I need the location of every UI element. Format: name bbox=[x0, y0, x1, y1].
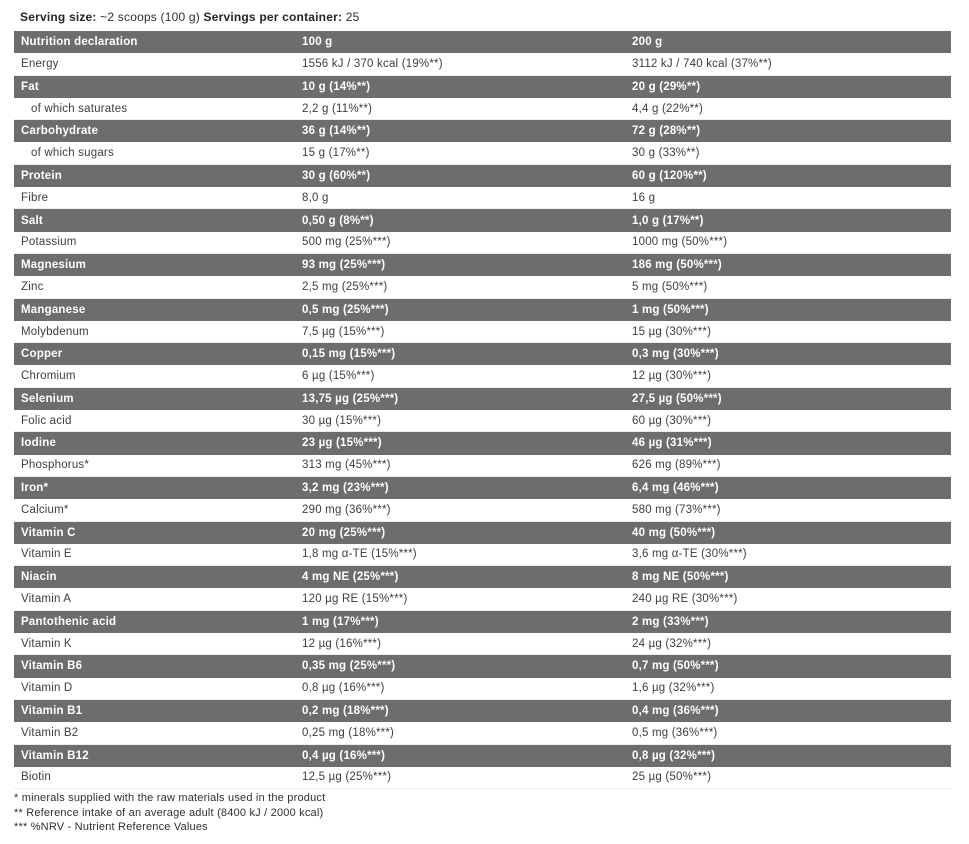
value-100g-cell: 7,5 µg (15%***) bbox=[302, 325, 385, 338]
nutrient-name-cell: Protein bbox=[21, 169, 63, 182]
value-200g-cell: 0,5 mg (36%***) bbox=[632, 726, 718, 739]
value-100g-cell: 0,8 µg (16%***) bbox=[302, 682, 385, 695]
nutrient-name-cell: Chromium bbox=[21, 370, 76, 383]
nutrient-name-cell: Calcium* bbox=[21, 503, 69, 516]
nutrient-name-cell: Zinc bbox=[21, 280, 44, 293]
value-100g-cell: 30 g (60%**) bbox=[302, 169, 371, 182]
value-200g-cell: 16 g bbox=[632, 191, 656, 204]
value-200g-cell: 20 g (29%**) bbox=[632, 80, 701, 93]
nutrient-name-cell: Vitamin A bbox=[21, 593, 72, 606]
value-100g-cell: 1 mg (17%***) bbox=[302, 615, 379, 628]
footnote-reference-intake: ** Reference intake of an average adult (8400 kJ / 2000 kcal) bbox=[14, 806, 324, 819]
nutrient-name-cell: Iodine bbox=[21, 437, 57, 450]
table-row bbox=[14, 410, 951, 432]
value-200g-cell: 1 mg (50%***) bbox=[632, 303, 709, 316]
table-row bbox=[14, 722, 951, 744]
table-row bbox=[14, 209, 951, 231]
header-nutrition-declaration: Nutrition declaration bbox=[21, 36, 138, 49]
value-100g-cell: 12 µg (16%***) bbox=[302, 637, 382, 650]
value-200g-cell: 46 µg (31%***) bbox=[632, 437, 712, 450]
nutrient-name-cell: Iron* bbox=[21, 482, 49, 495]
table-row bbox=[14, 321, 951, 343]
value-200g-cell: 12 µg (30%***) bbox=[632, 370, 712, 383]
table-row bbox=[14, 655, 951, 677]
value-100g-cell: 15 g (17%**) bbox=[302, 147, 370, 160]
table-row bbox=[14, 767, 951, 789]
value-100g-cell: 0,35 mg (25%***) bbox=[302, 660, 396, 673]
value-100g-cell: 0,2 mg (18%***) bbox=[302, 705, 389, 718]
table-row bbox=[14, 745, 951, 767]
nutrient-name-cell: Vitamin B6 bbox=[21, 660, 83, 673]
value-100g-cell: 290 mg (36%***) bbox=[302, 503, 391, 516]
nutrition-table bbox=[14, 31, 951, 789]
table-row bbox=[14, 522, 951, 544]
nutrient-name-cell: Carbohydrate bbox=[21, 125, 99, 138]
value-100g-cell: 13,75 µg (25%***) bbox=[302, 392, 399, 405]
table-row bbox=[14, 343, 951, 365]
value-200g-cell: 186 mg (50%***) bbox=[632, 259, 722, 272]
table-row bbox=[14, 544, 951, 566]
value-100g-cell: 0,15 mg (15%***) bbox=[302, 348, 396, 361]
table-row bbox=[14, 432, 951, 454]
value-200g-cell: 6,4 mg (46%***) bbox=[632, 482, 719, 495]
value-200g-cell: 3112 kJ / 740 kcal (37%**) bbox=[632, 57, 772, 70]
value-200g-cell: 15 µg (30%***) bbox=[632, 325, 712, 338]
nutrient-name-cell: Vitamin B1 bbox=[21, 705, 83, 718]
table-row bbox=[14, 276, 951, 298]
value-200g-cell: 626 mg (89%***) bbox=[632, 459, 721, 472]
table-row bbox=[14, 187, 951, 209]
nutrient-name-cell: Copper bbox=[21, 348, 63, 361]
nutrient-name-cell: Fibre bbox=[21, 191, 49, 204]
table-row bbox=[14, 142, 951, 164]
value-100g-cell: 93 mg (25%***) bbox=[302, 259, 386, 272]
nutrient-name-cell: Folic acid bbox=[21, 414, 72, 427]
table-row bbox=[14, 365, 951, 387]
value-200g-cell: 1000 mg (50%***) bbox=[632, 236, 728, 249]
nutrient-name-cell: Phosphorus* bbox=[21, 459, 90, 472]
table-row bbox=[14, 254, 951, 276]
servings-per-container-value: 25 bbox=[342, 10, 360, 24]
value-100g-cell: 1556 kJ / 370 kcal (19%**) bbox=[302, 57, 443, 70]
nutrient-name-cell: Molybdenum bbox=[21, 325, 89, 338]
value-100g-cell: 4 mg NE (25%***) bbox=[302, 571, 399, 584]
table-row bbox=[14, 455, 951, 477]
nutrient-name-cell: Vitamin C bbox=[21, 526, 76, 539]
nutrition-table-body bbox=[14, 53, 951, 789]
value-200g-cell: 580 mg (73%***) bbox=[632, 503, 721, 516]
value-100g-cell: 2,2 g (11%**) bbox=[302, 102, 373, 115]
nutrient-name-cell: Vitamin B2 bbox=[21, 726, 79, 739]
footnote-nrv: *** %NRV - Nutrient Reference Values bbox=[14, 821, 208, 834]
value-200g-cell: 60 g (120%**) bbox=[632, 169, 707, 182]
nutrient-name-cell: Vitamin E bbox=[21, 548, 72, 561]
value-200g-cell: 60 µg (30%***) bbox=[632, 414, 712, 427]
nutrient-name-cell: Magnesium bbox=[21, 259, 87, 272]
value-200g-cell: 0,8 µg (32%***) bbox=[632, 749, 716, 762]
nutrient-name-cell: Energy bbox=[21, 57, 59, 70]
serving-size-value: ~2 scoops (100 g) bbox=[96, 10, 204, 24]
nutrient-name-cell: Vitamin B12 bbox=[21, 749, 89, 762]
nutrient-name-cell: Potassium bbox=[21, 236, 77, 249]
table-row bbox=[14, 53, 951, 75]
value-100g-cell: 20 mg (25%***) bbox=[302, 526, 386, 539]
nutrient-name-cell: Vitamin K bbox=[21, 637, 72, 650]
value-100g-cell: 3,2 mg (23%***) bbox=[302, 482, 389, 495]
table-row bbox=[14, 633, 951, 655]
value-100g-cell: 120 µg RE (15%***) bbox=[302, 593, 408, 606]
value-200g-cell: 8 mg NE (50%***) bbox=[632, 571, 729, 584]
nutrient-name-cell: Vitamin D bbox=[21, 682, 73, 695]
value-100g-cell: 36 g (14%**) bbox=[302, 125, 371, 138]
table-row bbox=[14, 98, 951, 120]
value-200g-cell: 4,4 g (22%**) bbox=[632, 102, 703, 115]
table-row bbox=[14, 566, 951, 588]
value-200g-cell: 25 µg (50%***) bbox=[632, 771, 712, 784]
value-200g-cell: 3,6 mg α-TE (30%***) bbox=[632, 548, 747, 561]
table-row bbox=[14, 165, 951, 187]
value-100g-cell: 6 µg (15%***) bbox=[302, 370, 375, 383]
footnotes bbox=[14, 791, 325, 835]
table-row bbox=[14, 299, 951, 321]
nutrient-name-cell: Pantothenic acid bbox=[21, 615, 117, 628]
value-100g-cell: 0,50 g (8%**) bbox=[302, 214, 374, 227]
nutrient-name-cell: Manganese bbox=[21, 303, 86, 316]
value-100g-cell: 0,5 mg (25%***) bbox=[302, 303, 389, 316]
nutrient-name-cell: of which saturates bbox=[31, 102, 128, 115]
value-100g-cell: 2,5 mg (25%***) bbox=[302, 280, 388, 293]
table-header-row bbox=[14, 31, 951, 53]
nutrient-name-cell: Niacin bbox=[21, 571, 57, 584]
value-100g-cell: 1,8 mg α-TE (15%***) bbox=[302, 548, 417, 561]
value-200g-cell: 40 mg (50%***) bbox=[632, 526, 716, 539]
table-row bbox=[14, 499, 951, 521]
value-100g-cell: 0,4 µg (16%***) bbox=[302, 749, 386, 762]
value-200g-cell: 2 mg (33%***) bbox=[632, 615, 709, 628]
table-row bbox=[14, 388, 951, 410]
table-row bbox=[14, 678, 951, 700]
header-100g: 100 g bbox=[302, 36, 333, 49]
serving-info-line bbox=[20, 10, 359, 24]
value-200g-cell: 24 µg (32%***) bbox=[632, 637, 712, 650]
value-200g-cell: 0,3 mg (30%***) bbox=[632, 348, 719, 361]
table-row bbox=[14, 477, 951, 499]
servings-per-container-label: Servings per container: bbox=[203, 10, 343, 24]
value-200g-cell: 72 g (28%**) bbox=[632, 125, 701, 138]
value-100g-cell: 500 mg (25%***) bbox=[302, 236, 391, 249]
table-row bbox=[14, 700, 951, 722]
header-200g: 200 g bbox=[632, 36, 663, 49]
table-row bbox=[14, 232, 951, 254]
value-200g-cell: 5 mg (50%***) bbox=[632, 280, 708, 293]
nutrient-name-cell: Fat bbox=[21, 80, 39, 93]
value-100g-cell: 10 g (14%**) bbox=[302, 80, 371, 93]
value-200g-cell: 1,0 g (17%**) bbox=[632, 214, 704, 227]
value-100g-cell: 8,0 g bbox=[302, 191, 329, 204]
value-200g-cell: 0,7 mg (50%***) bbox=[632, 660, 719, 673]
value-100g-cell: 23 µg (15%***) bbox=[302, 437, 382, 450]
nutrient-name-cell: Biotin bbox=[21, 771, 51, 784]
value-100g-cell: 0,25 mg (18%***) bbox=[302, 726, 395, 739]
serving-size-label: Serving size: bbox=[20, 10, 97, 24]
value-100g-cell: 313 mg (45%***) bbox=[302, 459, 391, 472]
nutrient-name-cell: Salt bbox=[21, 214, 43, 227]
table-row bbox=[14, 611, 951, 633]
value-200g-cell: 1,6 µg (32%***) bbox=[632, 682, 715, 695]
value-200g-cell: 240 µg RE (30%***) bbox=[632, 593, 738, 606]
value-200g-cell: 30 g (33%**) bbox=[632, 147, 700, 160]
value-200g-cell: 27,5 µg (50%***) bbox=[632, 392, 722, 405]
footnote-minerals: * minerals supplied with the raw materials used in the product bbox=[14, 792, 326, 804]
value-100g-cell: 12,5 µg (25%***) bbox=[302, 771, 392, 784]
table-row bbox=[14, 588, 951, 610]
value-200g-cell: 0,4 mg (36%***) bbox=[632, 705, 719, 718]
nutrient-name-cell: Selenium bbox=[21, 392, 74, 405]
value-100g-cell: 30 µg (15%***) bbox=[302, 414, 382, 427]
nutrient-name-cell: of which sugars bbox=[31, 147, 114, 160]
table-row bbox=[14, 76, 951, 98]
table-row bbox=[14, 120, 951, 142]
